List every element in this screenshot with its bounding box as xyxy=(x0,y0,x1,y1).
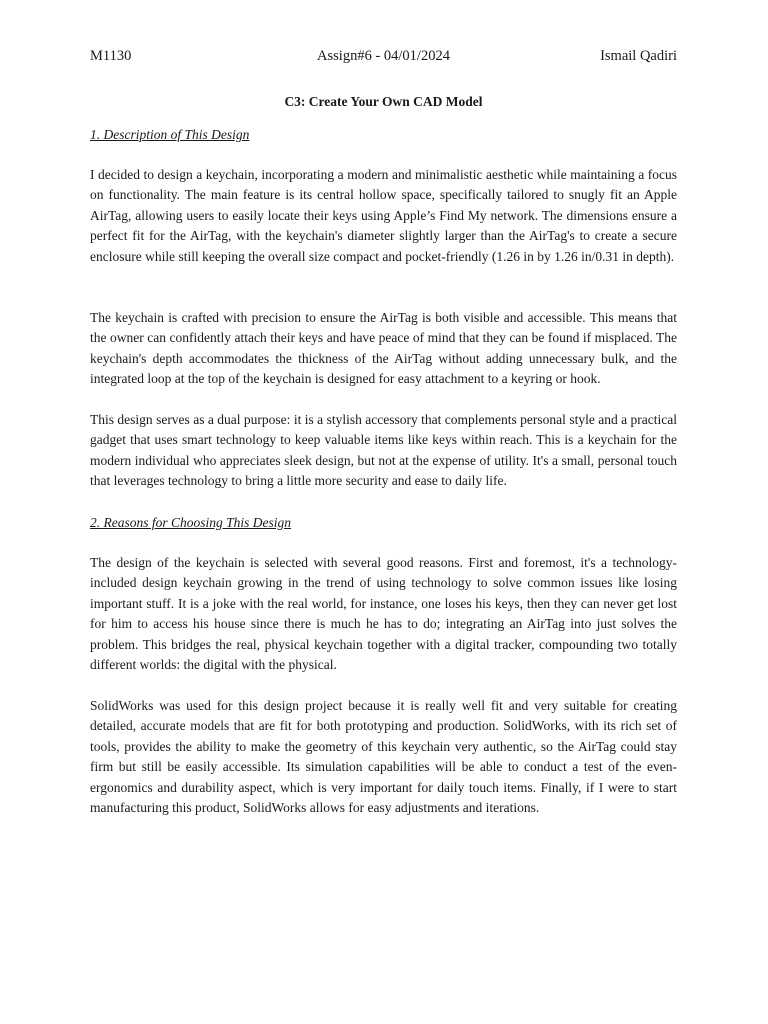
section-heading-description: 1. Description of This Design xyxy=(90,127,250,142)
document-title: C3: Create Your Own CAD Model xyxy=(284,94,483,109)
paragraph-description-3: This design serves as a dual purpose: it is a stylish accessory that complements personal style and a practical gadget that uses smart technology to keep valuable items like keys within reach. This is a keychain for the modern individual who appreciates sleek design, but not at the expense of utility. It's a small, personal touch that leverages technology to bring a little more security and ease to daily life. xyxy=(90,412,677,489)
paragraph-reasons-2: SolidWorks was used for this design project because it is really well fit and very suitable for creating detailed, accurate models that are fit for both prototyping and production. SolidWorks, with its rich set of tools, provides the ability to make the geometry of this keychain very authentic, so the AirTag could stay firm but still be easily accessible. Its simulation capabilities will be able to conduct a test of the even-ergonomics and durability aspect, which is very important for daily touch items. Finally, if I were to start manufacturing this product, SolidWorks allows for easy adjustments and iterations. xyxy=(90,698,677,816)
paragraph-reasons-1: The design of the keychain is selected with several good reasons. First and foremost, it's a technology-included design keychain growing in the trend of using technology to solve common issues like losing important stuff. It is a joke with the real world, for instance, one loses his keys, then they can never get lost for him to access his house since there is much he has to do; integrating an AirTag into just solves the problem. This bridges the real, physical keychain together with a digital tracker, compounding two totally different worlds: the digital with the physical. xyxy=(90,555,677,673)
author-name: Ismail Qadiri xyxy=(600,48,677,64)
section-heading-reasons: 2. Reasons for Choosing This Design xyxy=(90,515,292,530)
course-code: M1130 xyxy=(90,48,132,64)
paragraph-description-2: The keychain is crafted with precision to ensure the AirTag is both visible and accessible. This means that the owner can confidently attach their keys and have peace of mind that they can be found if misplaced. The keychain's depth accommodates the thickness of the AirTag without adding unnecessary bulk, and the integrated loop at the top of the keychain is designed for easy attachment to a keyring or hook. xyxy=(90,310,677,387)
paragraph-description-1: I decided to design a keychain, incorporating a modern and minimalistic aesthetic while maintaining a focus on functionality. The main feature is its central hollow space, specifically tailored to snugly fit an Apple AirTag, allowing users to easily locate their keys using Apple’s Find My network. The dimensions ensure a perfect fit for the AirTag, with the keychain's diameter slightly larger than the AirTag's to create a secure enclosure while still keeping the overall size compact and pocket-friendly (1.26 in by 1.26 in/0.31 in depth). xyxy=(90,167,677,264)
assignment-date: Assign#6 - 04/01/2024 xyxy=(317,48,450,64)
